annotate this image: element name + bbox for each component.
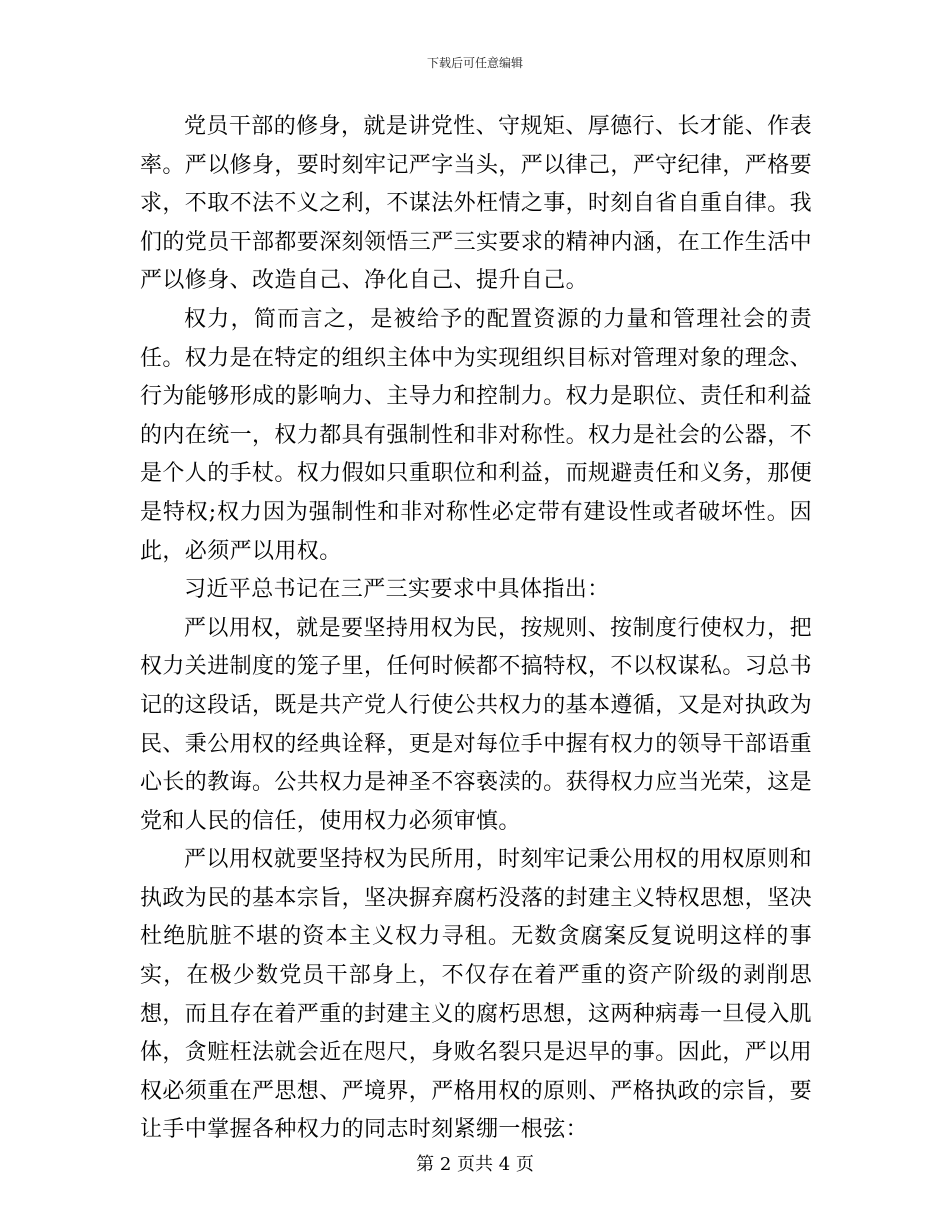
paragraph-4: 严以用权，就是要坚持用权为民，按规则、按制度行使权力，把权力关进制度的笼子里，任何时候都不搞特权，不以权谋私。习总书记的这段话，既是共产党人行使公共权力的基本遵循，又是对执政为民、秉公用权的经典诠释，更是对每位手中握有权力的领导干部语重心长的教诲。公共权力是神圣不容亵渎的。获得权力应当光荣，这是党和人民的信任，使用权力必须审慎。 (140, 615, 813, 834)
page-footer: 第 2 页共 4 页 (416, 1154, 534, 1175)
paragraph-2: 权力，简而言之，是被给予的配置资源的力量和管理社会的责任。权力是在特定的组织主体中为实现组织目标对管理对象的理念、行为能够形成的影响力、主导力和控制力。权力是职位、责任和利益的内在统一，权力都具有强制性和非对称性。权力是社会的公器，不是个人的手杖。权力假如只重职位和利益，而规避责任和义务，那便是特权;权力因为强制性和非对称性必定带有建设性或者破坏性。因此，必须严以用权。 (140, 306, 813, 564)
paragraph-3: 习近平总书记在三严三实要求中具体指出： (184, 577, 610, 603)
paragraph-1: 党员干部的修身，就是讲党性、守规矩、厚德行、长才能、作表率。严以修身，要时刻牢记严字当头，严以律己，严守纪律，严格要求，不取不法不义之利，不谋法外枉情之事，时刻自省自重自律。我们的党员干部都要深刻领悟三严三实要求的精神内涵，在工作生活中严以修身、改造自己、净化自己、提升自己。 (140, 114, 813, 294)
paragraph-5: 严以用权就要坚持权为民所用，时刻牢记秉公用权的用权原则和执政为民的基本宗旨，坚决摒弃腐朽没落的封建主义特权思想，坚决杜绝肮脏不堪的资本主义权力寻租。无数贪腐案反复说明这样的事实，在极少数党员干部身上，不仅存在着严重的资产阶级的剥削思想，而且存在着严重的封建主义的腐朽思想，这两种病毒一旦侵入肌体，贪赃枉法就会近在咫尺，身败名裂只是迟早的事。因此，严以用权必须重在严思想、严境界，严格用权的原则、严格执政的宗旨，要让手中掌握各种权力的同志时刻紧绷一根弦： (140, 847, 813, 1143)
page-header: 下载后可任意编辑 (426, 56, 523, 70)
document-body (140, 108, 812, 1150)
